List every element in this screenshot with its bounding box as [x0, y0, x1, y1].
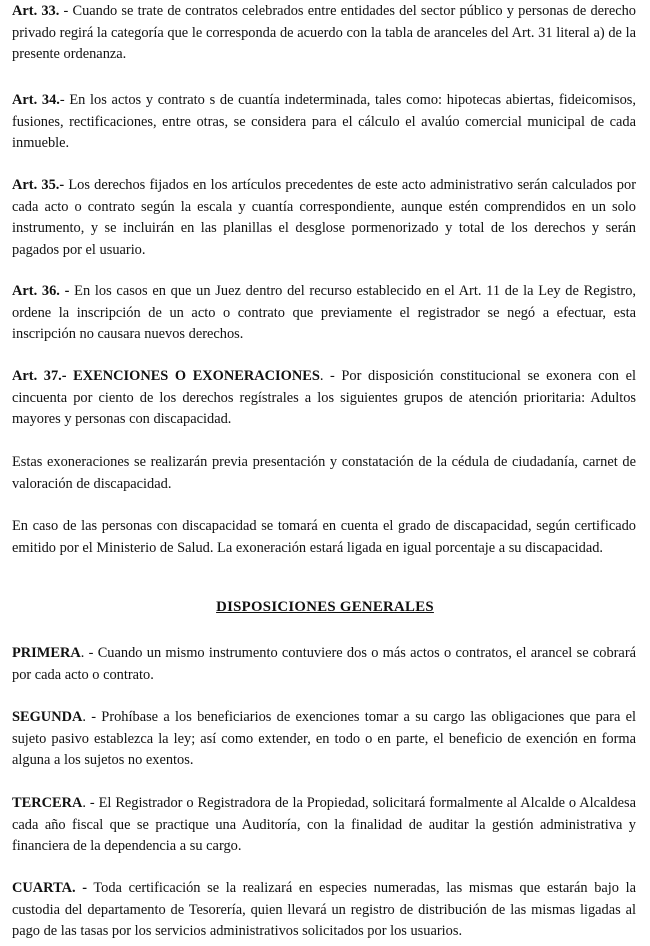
article-label: Art. 37.- EXENCIONES O EXONERACIONES — [12, 368, 320, 384]
article-37 — [12, 366, 636, 431]
article-text: Los derechos fijados en los artículos precedentes de este acto administrativo serán calculados por cada acto o contrato según la escala y cuantía correspondiente, aunque estén comprendidos en un solo instrumento, y se incluirán en las planillas el desglose pormenorizado y total de los derechos y serán pagados por el usuario. — [12, 177, 636, 258]
article-label: Art. 33. — [12, 3, 60, 19]
disposition-text: . - Cuando un mismo instrumento contuviere dos o más actos o contratos, el arancel se cobrará por cada acto o contrato. — [12, 645, 636, 683]
article-text: . - Por disposición constitucional se exonera con el cincuenta por ciento de los derechos regístrales a los siguientes grupos de atención prioritaria: Adultos mayores y personas con discapacidad. — [12, 368, 636, 427]
disposition-primera — [12, 643, 636, 686]
section-heading: DISPOSICIONES GENERALES — [216, 599, 434, 615]
article-label: Art. 35.- — [12, 177, 65, 193]
article-text: - En los actos y contrato s de cuantía indeterminada, tales como: hipotecas abiertas, fideicomisos, fusiones, rectificaciones, entre otras, se considera para el cálculo el avalúo comercial municipal de cada inmueble. — [12, 92, 636, 151]
disposition-label: CUARTA. - — [12, 880, 88, 896]
article-label: Art. 36. - — [12, 283, 70, 299]
disability-paragraph: En caso de las personas con discapacidad se tomará en cuenta el grado de discapacidad, según certificado emitido por el Ministerio de Salud. La exoneración estará ligada en igual porcentaje a su discapacidad. — [12, 518, 636, 556]
article-label: Art. 34. — [12, 92, 60, 108]
article-34 — [12, 90, 636, 155]
article-text: En los casos en que un Juez dentro del recurso establecido en el Art. 11 de la Ley de Registro, ordene la inscripción de un acto o contrato que previamente el registrador se negó a efectuar, esta inscripción no causara nuevos derechos. — [12, 283, 636, 342]
disposition-label: SEGUNDA — [12, 709, 83, 725]
article-35 — [12, 175, 636, 261]
exoneration-requirements-paragraph: Estas exoneraciones se realizarán previa presentación y constatación de la cédula de ciudadanía, carnet de valoración de discapacidad. — [12, 454, 636, 492]
disposition-text: Toda certificación se la realizará en especies numeradas, las mismas que estarán bajo la custodia del departamento de Tesorería, quien llevará un registro de distribución de las mismas ligadas al pago de las tasas por los servicios administrativos solicitados por los usuarios. — [12, 880, 636, 939]
disposition-text: . - El Registrador o Registradora de la Propiedad, solicitará formalmente al Alcalde o Alcaldesa cada año fiscal que se practique una Auditoría, con la finalidad de auditar la gestión administrativa y financiera de la dependencia a su cargo. — [12, 795, 636, 854]
disposition-cuarta — [12, 878, 636, 943]
disposition-tercera — [12, 793, 636, 858]
article-33 — [12, 1, 636, 66]
article-text: - Cuando se trate de contratos celebrados entre entidades del sector público y personas de derecho privado regirá la categoría que le corresponda de acuerdo con la tabla de aranceles del Art. 31 literal a) de la presente ordenanza. — [12, 3, 636, 62]
disposition-segunda — [12, 707, 636, 772]
disposition-text: . - Prohíbase a los beneficiarios de exenciones tomar a su cargo las obligaciones que para el sujeto pasivo establezca la ley; así como extender, en todo o en parte, el beneficio de exención en forma alguna a los sujetos no exentos. — [12, 709, 636, 768]
disposition-label: TERCERA — [12, 795, 83, 811]
disposition-label: PRIMERA — [12, 645, 81, 661]
article-36 — [12, 281, 636, 346]
